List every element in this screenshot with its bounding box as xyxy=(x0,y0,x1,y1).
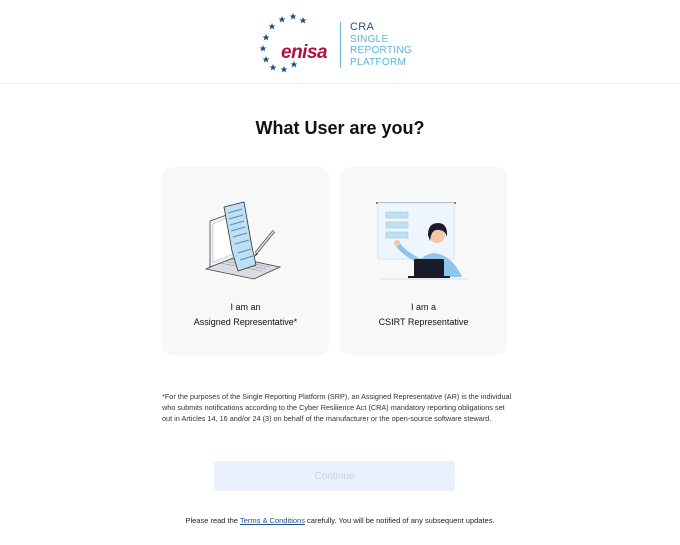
assigned-representative-label xyxy=(162,300,329,330)
csirt-representative-label-line-2: CSIRT Representative xyxy=(378,317,469,327)
page-title: What User are you? xyxy=(255,118,425,138)
csirt-representative-label-line-1: I am a xyxy=(410,302,436,312)
assigned-representative-label-line-1: I am an xyxy=(230,302,261,312)
csirt-representative-option[interactable] xyxy=(340,167,507,355)
logo-divider xyxy=(340,22,341,68)
presenter-illustration xyxy=(340,191,507,291)
header xyxy=(0,0,680,84)
terms-text-before: Please read the xyxy=(185,516,240,525)
assigned-representative-label-line-2: Assigned Representative* xyxy=(193,317,298,327)
terms-text-after: carefully. You will be notified of any subsequent updates. xyxy=(304,516,495,525)
platform-name-line-1: CRA xyxy=(350,21,375,33)
assigned-representative-option[interactable] xyxy=(162,167,329,355)
enisa-logo[interactable] xyxy=(258,12,418,74)
assigned-representative-footnote: *For the purposes of the Single Reporting Platform (SRP), an Assigned Representative (AR) is the individual who submits notifications according to the Cyber Resilience Act (CRA) mandatory reporting obligations set out in Articles 14, 16 and/or 24 (3) on behalf of the manufacturer or the open-source software steward. xyxy=(162,392,512,423)
platform-name-line-4: PLATFORM xyxy=(350,56,407,68)
document-laptop-illustration xyxy=(162,191,329,291)
continue-button[interactable]: Continue xyxy=(214,461,455,491)
csirt-representative-label xyxy=(340,300,507,330)
terms-and-conditions-link[interactable]: Terms & Conditions xyxy=(239,516,305,525)
platform-name xyxy=(350,22,412,68)
enisa-wordmark: enisa xyxy=(281,42,328,63)
platform-name-line-2: SINGLE xyxy=(350,33,389,45)
terms-notice xyxy=(0,516,680,525)
platform-name-line-3: REPORTING xyxy=(350,45,412,56)
